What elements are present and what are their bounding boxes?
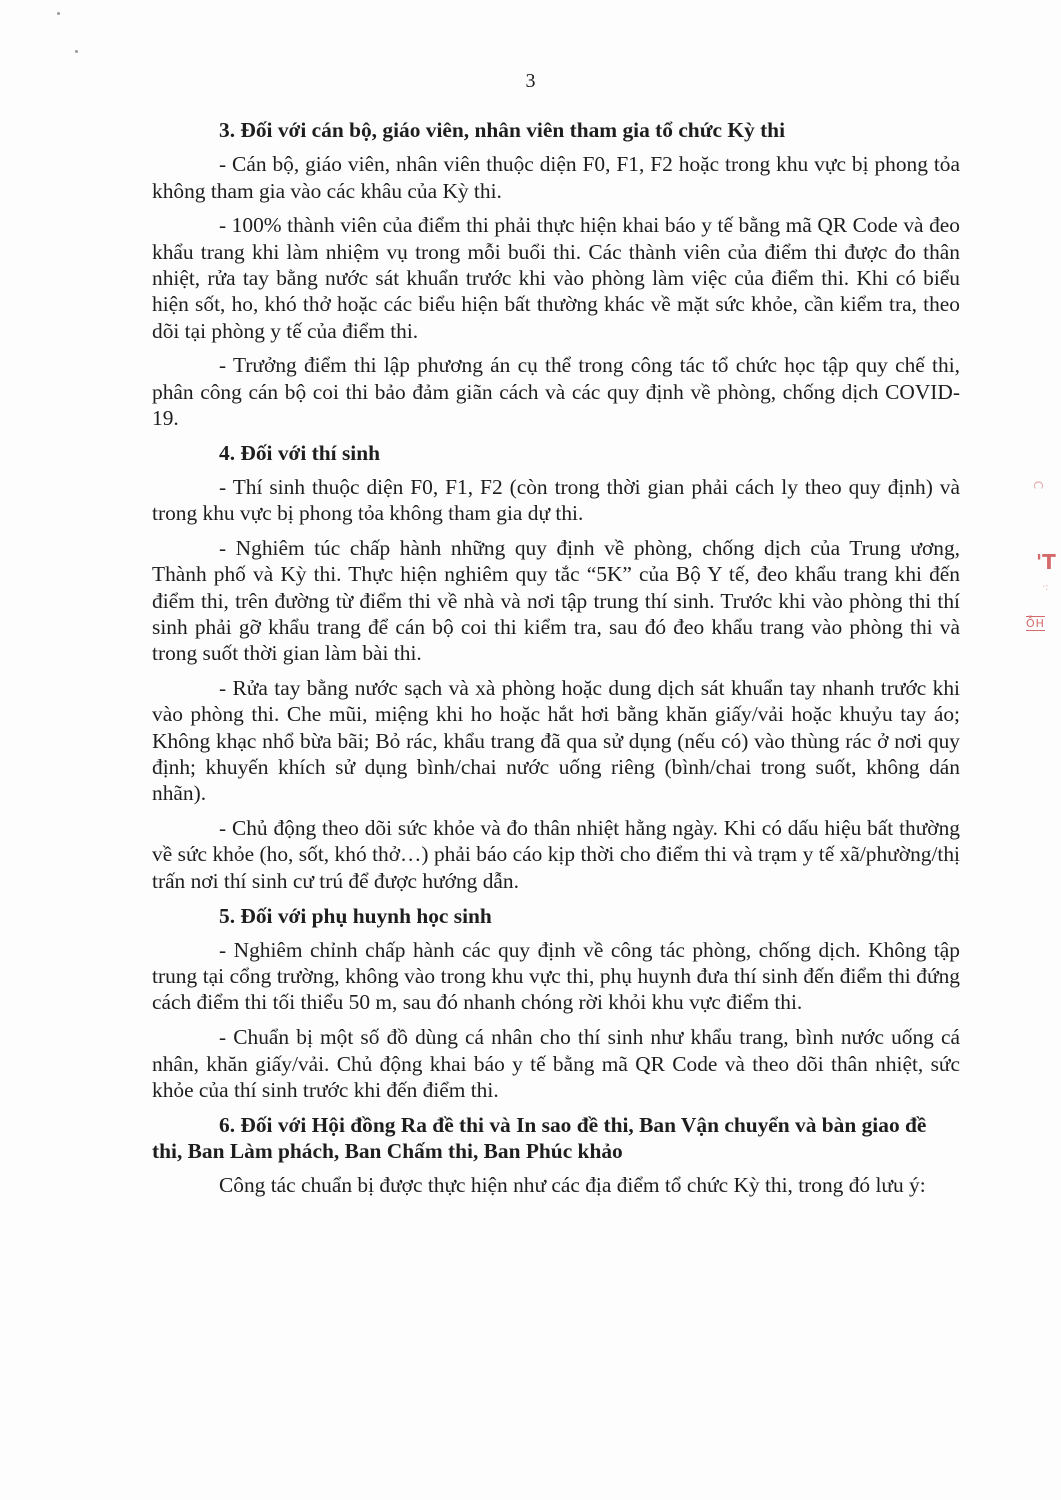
- section-exam-councils: [152, 1112, 960, 1199]
- paragraph: - Cán bộ, giáo viên, nhân viên thuộc diện F0, F1, F2 hoặc trong khu vực bị phong tỏa không tham gia vào các khâu của Kỳ thi.: [152, 152, 960, 203]
- stamp-text: ·:: [1042, 582, 1049, 593]
- section-parents: [152, 903, 960, 1104]
- stamp-text: 'T: [1036, 550, 1056, 574]
- paragraph: - Rửa tay bằng nước sạch và xà phòng hoặc dung dịch sát khuẩn tay nhanh trước khi vào phòng thi. Che mũi, miệng khi ho hoặc hắt hơi bằng khăn giấy/vải hoặc khuỷu tay áo; Không khạc nhổ bừa bãi; Bỏ rác, khẩu trang đã qua sử dụng (nếu có) vào thùng rác ở nơi quy định; khuyến khích sử dụng bình/chai nước uống riêng (bình/chai trong suốt, không dán nhãn).: [152, 676, 960, 806]
- document-body: [152, 117, 960, 1207]
- section-heading: 4. Đối với thí sinh: [219, 440, 381, 465]
- section-staff: [152, 117, 960, 431]
- page-number: 3: [525, 70, 536, 92]
- paragraph: - Nghiêm túc chấp hành những quy định về phòng, chống dịch của Trung ương, Thành phố và Kỳ thi. Thực hiện nghiêm quy tắc “5K” của Bộ Y tế, đeo khẩu trang khi đến điểm thi, trên đường từ điểm thi về nhà và nơi tập trung thí sinh. Trước khi vào phòng thi thí sinh phải gỡ khẩu trang để cán bộ coi thi kiểm tra, sau đó đeo khẩu trang vào phòng thi và trong suốt thời gian làm bài thi.: [152, 536, 960, 666]
- section-heading: 6. Đối với Hội đồng Ra đề thi và In sao đề thi, Ban Vận chuyển và bàn giao đề thi, Ban Làm phách, Ban Chấm thi, Ban Phúc khảo: [152, 1112, 927, 1163]
- official-stamp-fragment: [1012, 470, 1061, 670]
- paragraph: Công tác chuẩn bị được thực hiện như các địa điểm tổ chức Kỳ thi, trong đó lưu ý:: [219, 1173, 926, 1198]
- scan-speck: [57, 12, 60, 15]
- paragraph: - Chủ động theo dõi sức khỏe và đo thân nhiệt hằng ngày. Khi có dấu hiệu bất thường về sức khỏe (ho, sốt, khó thở…) phải báo cáo kịp thời cho điểm thi và trạm y tế xã/phường/thị trấn nơi thí sinh cư trú để được hướng dẫn.: [152, 816, 960, 893]
- section-candidates: [152, 440, 960, 894]
- stamp-text: ỖH: [1026, 617, 1045, 630]
- stamp-text: C: [1031, 480, 1046, 490]
- paragraph: - Chuẩn bị một số đồ dùng cá nhân cho thí sinh như khẩu trang, bình nước uống cá nhân, khăn giấy/vải. Chủ động khai báo y tế bằng mã QR Code và theo dõi thân nhiệt, sức khỏe của thí sinh trước khi đến điểm thi.: [152, 1025, 960, 1102]
- paragraph: - Nghiêm chỉnh chấp hành các quy định về công tác phòng, chống dịch. Không tập trung tại cổng trường, không vào trong khu vực thi, phụ huynh đưa thí sinh đến điểm thi đứng cách điểm thi tối thiểu 50 m, sau đó nhanh chóng rời khỏi khu vực điểm thi.: [152, 937, 960, 1015]
- section-heading: 3. Đối với cán bộ, giáo viên, nhân viên tham gia tổ chức Kỳ thi: [219, 118, 786, 142]
- section-heading: 5. Đối với phụ huynh học sinh: [219, 903, 492, 928]
- paragraph: - Thí sinh thuộc diện F0, F1, F2 (còn trong thời gian phải cách ly theo quy định) và trong khu vực bị phong tỏa không tham gia dự thi.: [152, 475, 960, 526]
- paragraph: - 100% thành viên của điểm thi phải thực hiện khai báo y tế bằng mã QR Code và đeo khẩu trang khi làm nhiệm vụ trong mỗi buổi thi. Các thành viên của điểm thi được đo thân nhiệt, rửa tay bằng nước sát khuẩn trước khi vào phòng làm việc của điểm thi. Khi có biểu hiện sốt, ho, khó thở hoặc các biểu hiện bất thường khác về mặt sức khỏe, cần kiểm tra, theo dõi tại phòng y tế của điểm thi.: [152, 213, 960, 343]
- scan-speck: [75, 50, 78, 53]
- paragraph: - Trưởng điểm thi lập phương án cụ thể trong công tác tổ chức học tập quy chế thi, phân công cán bộ coi thi bảo đảm giãn cách và các quy định về phòng, chống dịch COVID-19.: [152, 353, 960, 430]
